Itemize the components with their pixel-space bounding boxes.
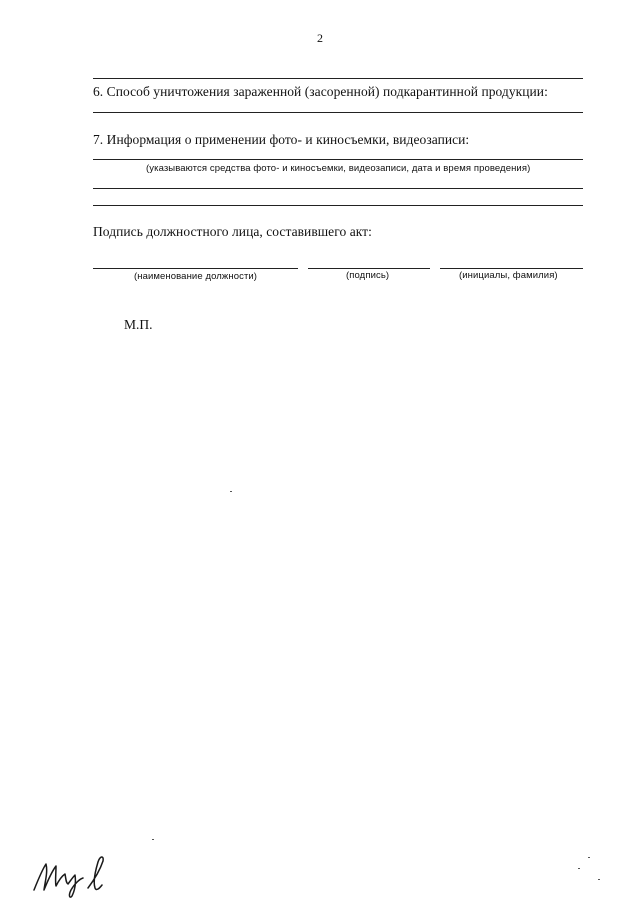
caption-position: (наименование должности) xyxy=(134,271,258,282)
scan-speck xyxy=(598,879,600,880)
section7-fill-line-2 xyxy=(93,188,583,189)
section6-text: 6. Способ уничтожения зараженной (засоренной) подкарантинной продукции: xyxy=(93,84,548,99)
scan-speck xyxy=(152,839,154,840)
signature-line xyxy=(308,268,430,269)
section6-top-rule xyxy=(93,78,583,79)
section7-hint: (указываются средства фото- и киносъемки, видеозаписи, дата и время проведения) xyxy=(146,163,531,174)
signature-block-label: Подпись должностного лица, составившего акт: xyxy=(93,224,372,239)
section7-fill-line-1 xyxy=(93,159,583,160)
position-line xyxy=(93,268,298,269)
handwritten-initials xyxy=(28,846,138,898)
caption-initials: (инициалы, фамилия) xyxy=(459,270,558,281)
stamp-placeholder: М.П. xyxy=(124,317,153,332)
section7-fill-line-3 xyxy=(93,205,583,206)
scan-speck xyxy=(578,868,580,869)
section7-text: 7. Информация о применении фото- и киносъемки, видеозаписи: xyxy=(93,132,470,147)
page-number: 2 xyxy=(317,31,323,45)
scan-speck xyxy=(230,491,232,492)
caption-signature: (подпись) xyxy=(346,270,390,281)
initials-line xyxy=(440,268,583,269)
section6-fill-line xyxy=(93,112,583,113)
scan-speck xyxy=(588,857,590,858)
